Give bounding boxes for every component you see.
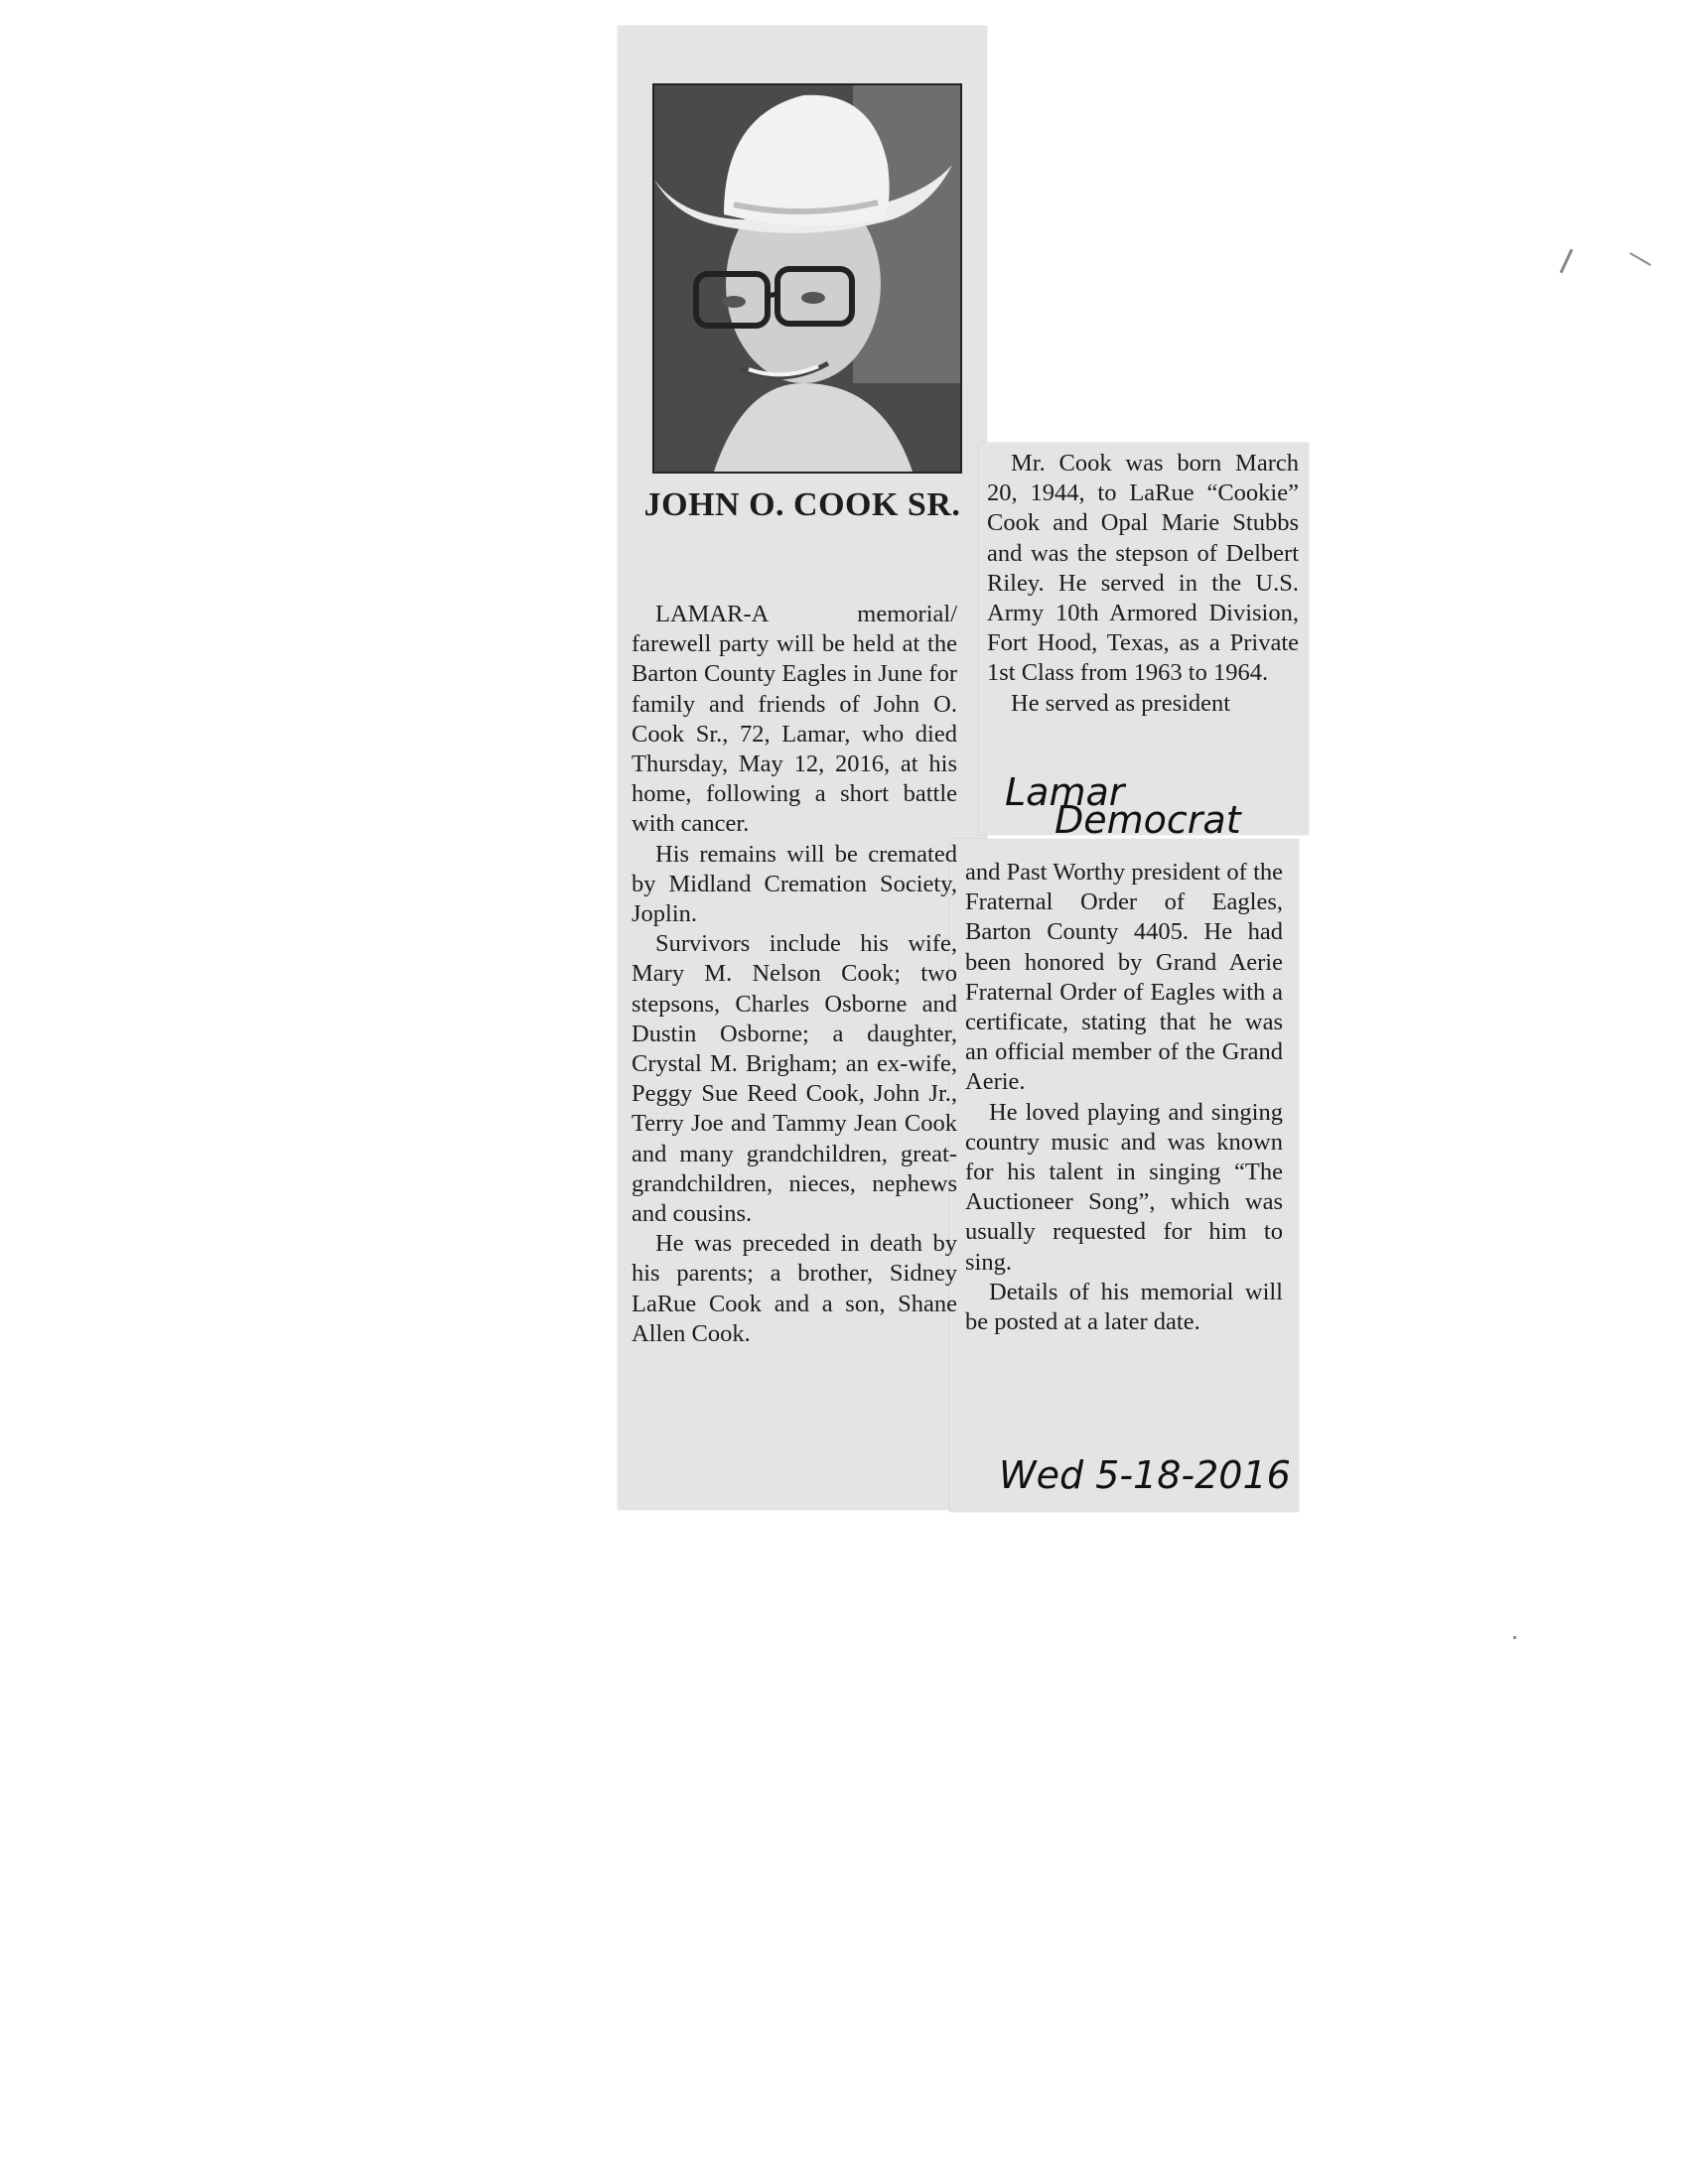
article-column-right-top bbox=[987, 449, 1299, 719]
article-paragraph: He loved playing and singing country music and was known for his talent in singing “The Auctioneer Song”, which was usually requested for him to sing. bbox=[965, 1098, 1283, 1276]
article-paragraph: Details of his memorial will be posted at a later date. bbox=[965, 1278, 1283, 1336]
article-paragraph: and Past Worthy president of the Fraternal Order of Eagles, Barton County 4405. He had been honored by Grand Aerie Fraternal Order of Eagles with a certificate, stating that he was an official member of the Grand Aerie. bbox=[965, 859, 1283, 1096]
article-column-right-bottom bbox=[965, 858, 1283, 1337]
article-column-left bbox=[632, 600, 957, 1349]
handwritten-source-line2: Democrat bbox=[1055, 798, 1241, 839]
article-paragraph: He served as president bbox=[1011, 689, 1231, 717]
scan-mark bbox=[1560, 249, 1574, 274]
article-paragraph: LAMAR-A memorial/ farewell party will be held at the Barton County Eagles in June for family and friends of John O. Cook Sr., 72, Lamar, who died Thursday, May 12, 2016, at his home, following a short battle with cancer. bbox=[632, 601, 957, 838]
portrait-photo bbox=[652, 83, 962, 474]
handwritten-date: Wed 5-18-2016 bbox=[999, 1453, 1291, 1497]
handwritten-source-line1: Lamar bbox=[1005, 770, 1125, 814]
obituary-headline: JOHN O. COOK SR. bbox=[643, 486, 961, 523]
scan-mark bbox=[1629, 252, 1651, 266]
article-paragraph: He was preceded in death by his parents; a brother, Sidney LaRue Cook and a son, Shane Allen Cook. bbox=[632, 1230, 957, 1347]
article-paragraph: Mr. Cook was born March 20, 1944, to LaRue “Cookie” Cook and Opal Marie Stubbs and was the stepson of Delbert Riley. He served in the U.S. Army 10th Armored Division, Fort Hood, Texas, as a Private 1st Class from 1963 to 1964. bbox=[987, 450, 1299, 687]
handwritten-source-note bbox=[995, 769, 1299, 839]
article-paragraph: Survivors include his wife, Mary M. Nelson Cook; two stepsons, Charles Osborne and Dustin Osborne; a daughter, Crystal M. Brigham; an ex-wife, Peggy Sue Reed Cook, John Jr., Terry Joe and Tammy Jean Cook and many grandchildren, great-grandchildren, nieces, nephews and cousins. bbox=[632, 930, 957, 1228]
scan-mark bbox=[1513, 1636, 1516, 1639]
article-paragraph: His remains will be cremated by Midland Cremation Society, Joplin. bbox=[632, 840, 957, 928]
handwritten-date-note bbox=[993, 1444, 1291, 1504]
